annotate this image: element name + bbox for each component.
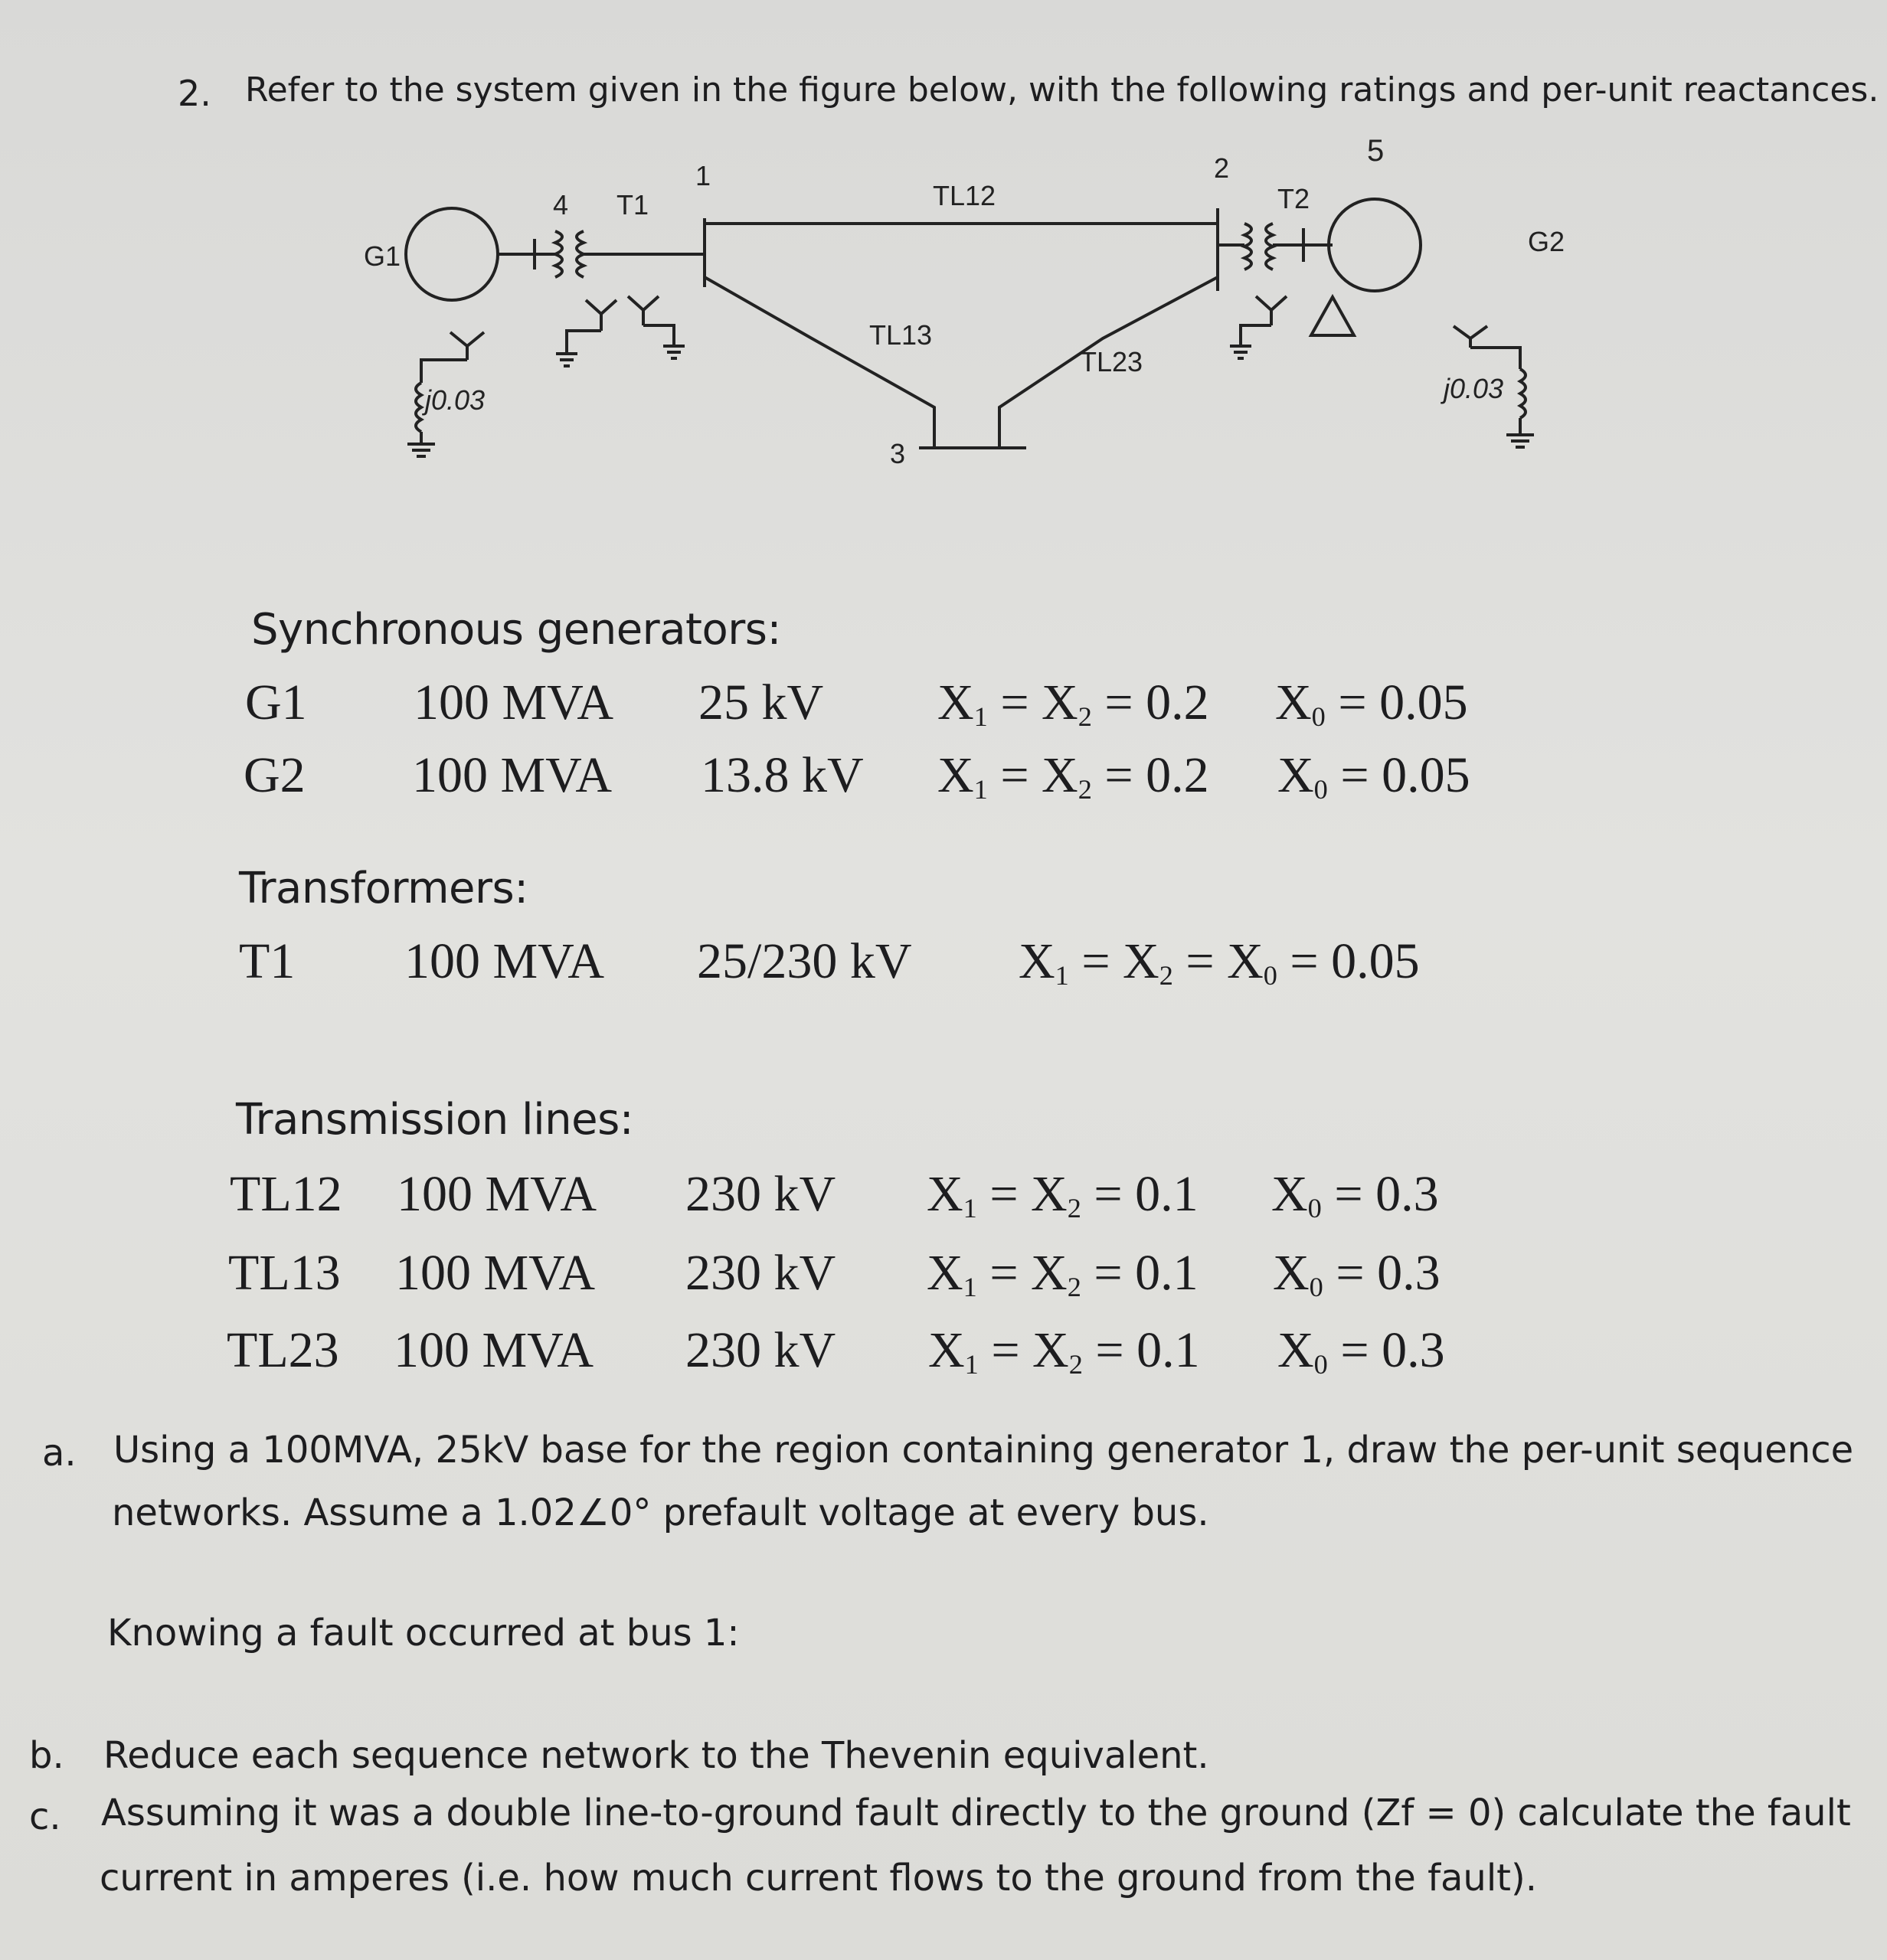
t1-right-wye-symbol bbox=[628, 296, 659, 325]
generator-row-g2 bbox=[0, 746, 1887, 808]
transformer-name: T1 bbox=[239, 933, 296, 989]
label-bus-3: 3 bbox=[890, 438, 906, 469]
question-number: 2. bbox=[178, 73, 211, 114]
t2-delta-symbol bbox=[1311, 297, 1354, 335]
generator-voltage: 25 kV bbox=[698, 675, 824, 730]
line-name: TL12 bbox=[230, 1166, 342, 1222]
lines-title: Transmission lines: bbox=[236, 1095, 634, 1145]
line-voltage: 230 kV bbox=[685, 1322, 836, 1378]
line-rating: 100 MVA bbox=[394, 1322, 594, 1378]
line-x12-value: 0.1 bbox=[1135, 1245, 1199, 1301]
line-x1-x2: $X_1 = X_2 = 0.1$ bbox=[927, 1245, 1199, 1303]
line-x12-value: 0.1 bbox=[1136, 1322, 1200, 1378]
line-name: TL23 bbox=[227, 1322, 339, 1378]
line-rating: 100 MVA bbox=[395, 1245, 596, 1301]
line-x0-value: 0.3 bbox=[1375, 1166, 1439, 1222]
t2-wye-symbol bbox=[1256, 296, 1287, 325]
label-bus-5: 5 bbox=[1367, 138, 1385, 168]
g1-generator-symbol bbox=[406, 208, 498, 300]
t1-primary-coil bbox=[555, 231, 562, 277]
transformer-voltage: 25/230 kV bbox=[697, 933, 912, 989]
part-c-label: c. bbox=[29, 1795, 61, 1838]
part-c-line2: current in amperes (i.e. how much current flows to the ground from the fault). bbox=[100, 1857, 1537, 1900]
generator-name: G2 bbox=[244, 747, 306, 803]
fault-location-note: Knowing a fault occurred at bus 1: bbox=[107, 1612, 740, 1655]
label-g1: G1 bbox=[364, 240, 401, 272]
generator-x1-x2: $X_1 = X_2 = 0.2$ bbox=[937, 675, 1209, 733]
label-bus-4: 4 bbox=[553, 189, 569, 220]
transformer-reactance: $X_1 = X_2 = X_0 = 0.05$ bbox=[1019, 933, 1420, 991]
g2-generator-symbol bbox=[1329, 199, 1421, 291]
g2-wye-neutral bbox=[1454, 326, 1487, 348]
generator-rating: 100 MVA bbox=[412, 747, 613, 803]
generator-x0-value: 0.05 bbox=[1382, 747, 1470, 803]
question-text: Refer to the system given in the figure below, with the following ratings and per-unit reactances. bbox=[245, 70, 1879, 109]
transformer-rating: 100 MVA bbox=[404, 933, 605, 989]
line-row-tl23 bbox=[0, 1321, 1887, 1383]
tl13-line bbox=[705, 277, 934, 448]
transformer-x-value: 0.05 bbox=[1331, 933, 1420, 989]
transformers-title: Transformers: bbox=[239, 864, 528, 913]
generator-x0-value: 0.05 bbox=[1379, 675, 1468, 730]
one-line-diagram bbox=[337, 138, 1593, 490]
g2-ground-reactor bbox=[1520, 369, 1526, 418]
generators-title: Synchronous generators: bbox=[251, 605, 781, 655]
t2-primary-coil bbox=[1244, 224, 1251, 270]
part-b-label: b. bbox=[29, 1734, 64, 1777]
line-x0: $X_0 = 0.3$ bbox=[1273, 1245, 1441, 1303]
generator-x1-x2: $X_1 = X_2 = 0.2$ bbox=[937, 747, 1209, 805]
line-name: TL13 bbox=[228, 1245, 341, 1301]
label-bus-2: 2 bbox=[1214, 152, 1230, 184]
part-c-line1: Assuming it was a double line-to-ground fault directly to the ground (Zf = 0) calculate the fault bbox=[101, 1792, 1851, 1834]
label-g2-reactance: j0.03 bbox=[1444, 373, 1504, 404]
t2-secondary-coil bbox=[1266, 224, 1273, 270]
part-a-line2: networks. Assume a 1.02∠0° prefault voltage at every bus. bbox=[112, 1491, 1209, 1534]
generator-name: G1 bbox=[245, 675, 307, 730]
line-row-tl13 bbox=[0, 1244, 1887, 1305]
line-x1-x2: $X_1 = X_2 = 0.1$ bbox=[928, 1322, 1200, 1380]
label-g1-reactance: j0.03 bbox=[425, 384, 486, 416]
label-bus-1: 1 bbox=[695, 160, 711, 191]
label-tl23: TL23 bbox=[1080, 346, 1143, 377]
line-x0: $X_0 = 0.3$ bbox=[1277, 1322, 1445, 1380]
generator-x12-value: 0.2 bbox=[1146, 675, 1209, 730]
g1-ground-reactor bbox=[416, 383, 421, 432]
label-t2: T2 bbox=[1277, 183, 1310, 214]
line-voltage: 230 kV bbox=[685, 1245, 836, 1301]
generator-rating: 100 MVA bbox=[414, 675, 614, 730]
part-a-line1: Using a 100MVA, 25kV base for the region containing generator 1, draw the per-unit sequence bbox=[113, 1429, 1854, 1472]
line-x12-value: 0.1 bbox=[1135, 1166, 1199, 1222]
label-g2: G2 bbox=[1528, 226, 1565, 257]
part-a-label: a. bbox=[42, 1432, 77, 1475]
part-b-text: Reduce each sequence network to the Thevenin equivalent. bbox=[103, 1734, 1209, 1777]
line-x1-x2: $X_1 = X_2 = 0.1$ bbox=[927, 1166, 1199, 1224]
line-row-tl12 bbox=[0, 1165, 1887, 1227]
generator-x0: $X_0 = 0.05$ bbox=[1275, 675, 1468, 733]
generator-row-g1 bbox=[0, 674, 1887, 735]
label-tl12: TL12 bbox=[933, 180, 996, 211]
transformer-row-t1 bbox=[0, 933, 1887, 994]
generator-voltage: 13.8 kV bbox=[701, 747, 864, 803]
line-voltage: 230 kV bbox=[685, 1166, 836, 1222]
generator-x12-value: 0.2 bbox=[1146, 747, 1209, 803]
line-x0-value: 0.3 bbox=[1382, 1322, 1445, 1378]
t1-secondary-coil bbox=[577, 231, 584, 277]
label-tl13: TL13 bbox=[869, 319, 933, 351]
label-t1: T1 bbox=[616, 189, 649, 220]
line-x0: $X_0 = 0.3$ bbox=[1271, 1166, 1439, 1224]
t1-left-wye-symbol bbox=[586, 300, 616, 331]
g1-wye-neutral bbox=[450, 332, 484, 360]
line-rating: 100 MVA bbox=[397, 1166, 597, 1222]
generator-x0: $X_0 = 0.05$ bbox=[1277, 747, 1470, 805]
line-x0-value: 0.3 bbox=[1377, 1245, 1441, 1301]
